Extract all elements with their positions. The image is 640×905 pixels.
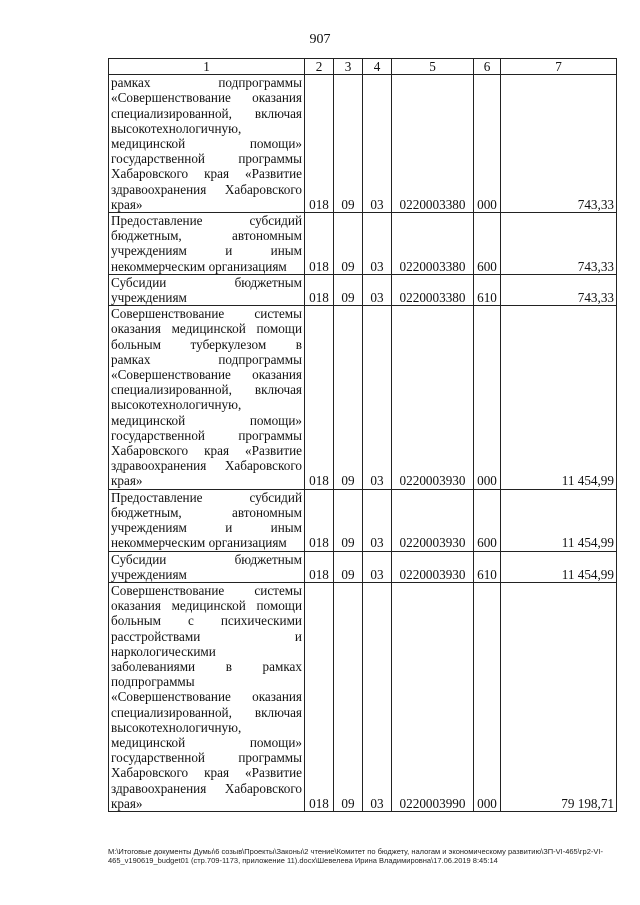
row-name-line: учреждениям и иным (111, 520, 302, 536)
row-section-code: 09 (334, 306, 363, 489)
row-name-line: «Совершенствование оказания (111, 90, 302, 106)
row-name-line: Субсидии бюджетным (111, 274, 302, 290)
row-name-line: специализированной, включая (111, 105, 302, 121)
row-expense-type-code: 600 (474, 489, 501, 551)
row-name (109, 306, 305, 489)
row-name (109, 75, 305, 213)
row-name-line: медицинской помощи» (111, 734, 302, 750)
row-amount: 743,33 (501, 274, 617, 305)
row-name-line: края» (111, 473, 143, 489)
row-name-line: «Совершенствование оказания (111, 689, 302, 705)
row-name-line: наркологическими (111, 643, 216, 659)
row-name-line: Совершенствование системы (111, 306, 302, 322)
table-row (109, 213, 617, 275)
row-name-line: заболеваниями в рамках (111, 658, 302, 674)
row-name (109, 489, 305, 551)
row-subsection-code: 03 (363, 551, 392, 582)
table-row (109, 582, 617, 811)
row-name-line: Хабаровского края «Развитие (111, 765, 302, 781)
row-name-line: некоммерческим организациям (111, 258, 287, 274)
row-name-line: здравоохранения Хабаровского (111, 458, 302, 474)
row-name-line: учреждениям (111, 290, 187, 306)
row-name-line: высокотехнологичную, (111, 397, 242, 413)
table-row (109, 274, 617, 305)
row-target-article-code: 0220003930 (392, 306, 474, 489)
row-gr-code: 018 (305, 274, 334, 305)
row-name-line: медицинской помощи» (111, 412, 302, 428)
row-name-line: рамках подпрограммы (111, 351, 302, 367)
row-name-line: Субсидии бюджетным (111, 551, 302, 567)
column-header: 3 (334, 59, 363, 75)
column-header: 5 (392, 59, 474, 75)
row-gr-code: 018 (305, 213, 334, 275)
row-section-code: 09 (334, 489, 363, 551)
row-subsection-code: 03 (363, 274, 392, 305)
row-name-line: больным туберкулезом в (111, 336, 302, 352)
row-name-line: специализированной, включая (111, 704, 302, 720)
row-name-line: «Совершенствование оказания (111, 367, 302, 383)
row-name-line: края» (111, 196, 143, 212)
row-section-code: 09 (334, 551, 363, 582)
row-name (109, 551, 305, 582)
row-name-line: учреждениям и иным (111, 243, 302, 259)
row-name-line: некоммерческим организациям (111, 535, 287, 551)
row-target-article-code: 0220003380 (392, 75, 474, 213)
row-name-line: Хабаровского края «Развитие (111, 443, 302, 459)
column-header: 4 (363, 59, 392, 75)
row-name-line: медицинской помощи» (111, 136, 302, 152)
row-expense-type-code: 000 (474, 75, 501, 213)
row-name-line: оказания медицинской помощи (111, 598, 302, 614)
column-header: 7 (501, 59, 617, 75)
column-header: 2 (305, 59, 334, 75)
row-expense-type-code: 600 (474, 213, 501, 275)
table-row (109, 306, 617, 489)
row-expense-type-code: 000 (474, 582, 501, 811)
table-row (109, 551, 617, 582)
document-path-footer (108, 847, 616, 865)
row-name-line: подпрограммы (111, 674, 195, 690)
row-name-line: Совершенствование системы (111, 582, 302, 598)
row-section-code: 09 (334, 582, 363, 811)
row-amount: 743,33 (501, 213, 617, 275)
table-row (109, 75, 617, 213)
row-name-line: высокотехнологичную, (111, 120, 242, 136)
row-name-line: специализированной, включая (111, 382, 302, 398)
row-name-line: здравоохранения Хабаровского (111, 780, 302, 796)
row-name-line: Предоставление субсидий (111, 213, 302, 229)
row-name-line: государственной программы (111, 151, 302, 167)
row-gr-code: 018 (305, 489, 334, 551)
table-row (109, 489, 617, 551)
row-name (109, 274, 305, 305)
row-amount: 11 454,99 (501, 306, 617, 489)
row-subsection-code: 03 (363, 75, 392, 213)
footer-line: М:\Итоговые документы Думы\6 созыв\Проекты\Законы\2 чтение\Комитет по бюджету, налогам и экономическому развитию\ЗП-VI-465\гр2-VI- (108, 847, 603, 856)
row-expense-type-code: 610 (474, 274, 501, 305)
row-subsection-code: 03 (363, 306, 392, 489)
row-amount: 79 198,71 (501, 582, 617, 811)
row-gr-code: 018 (305, 582, 334, 811)
table-header-row (109, 59, 617, 75)
row-amount: 743,33 (501, 75, 617, 213)
row-section-code: 09 (334, 213, 363, 275)
budget-table (108, 58, 617, 812)
row-target-article-code: 0220003380 (392, 274, 474, 305)
column-header: 6 (474, 59, 501, 75)
row-subsection-code: 03 (363, 489, 392, 551)
column-header: 1 (109, 59, 305, 75)
row-name-line: оказания медицинской помощи (111, 321, 302, 337)
row-subsection-code: 03 (363, 582, 392, 811)
row-name-line: бюджетным, автономным (111, 504, 302, 520)
row-name-line: Хабаровского края «Развитие (111, 166, 302, 182)
row-name-line: Предоставление субсидий (111, 489, 302, 505)
row-subsection-code: 03 (363, 213, 392, 275)
row-name (109, 582, 305, 811)
row-amount: 11 454,99 (501, 551, 617, 582)
footer-line: 465_v190619_budget01 (стр.709-1173, приложение 11).docx\Шевелева Ирина Владимировна\17.06.2019 8:45:14 (108, 856, 498, 865)
row-name-line: здравоохранения Хабаровского (111, 181, 302, 197)
row-name-line: государственной программы (111, 427, 302, 443)
row-name-line: расстройствами и (111, 628, 302, 644)
row-name-line: учреждениям (111, 566, 187, 582)
row-name-line: государственной программы (111, 750, 302, 766)
row-name-line: больным с психическими (111, 613, 302, 629)
row-target-article-code: 0220003380 (392, 213, 474, 275)
row-gr-code: 018 (305, 551, 334, 582)
row-name-line: высокотехнологичную, (111, 719, 242, 735)
row-amount: 11 454,99 (501, 489, 617, 551)
row-expense-type-code: 000 (474, 306, 501, 489)
page-number: 907 (309, 32, 331, 47)
row-target-article-code: 0220003930 (392, 489, 474, 551)
row-target-article-code: 0220003930 (392, 551, 474, 582)
row-name (109, 213, 305, 275)
row-section-code: 09 (334, 75, 363, 213)
row-name-line: рамках подпрограммы (111, 75, 302, 91)
row-target-article-code: 0220003990 (392, 582, 474, 811)
row-section-code: 09 (334, 274, 363, 305)
row-expense-type-code: 610 (474, 551, 501, 582)
row-gr-code: 018 (305, 75, 334, 213)
row-name-line: края» (111, 795, 143, 811)
row-gr-code: 018 (305, 306, 334, 489)
row-name-line: бюджетным, автономным (111, 228, 302, 244)
